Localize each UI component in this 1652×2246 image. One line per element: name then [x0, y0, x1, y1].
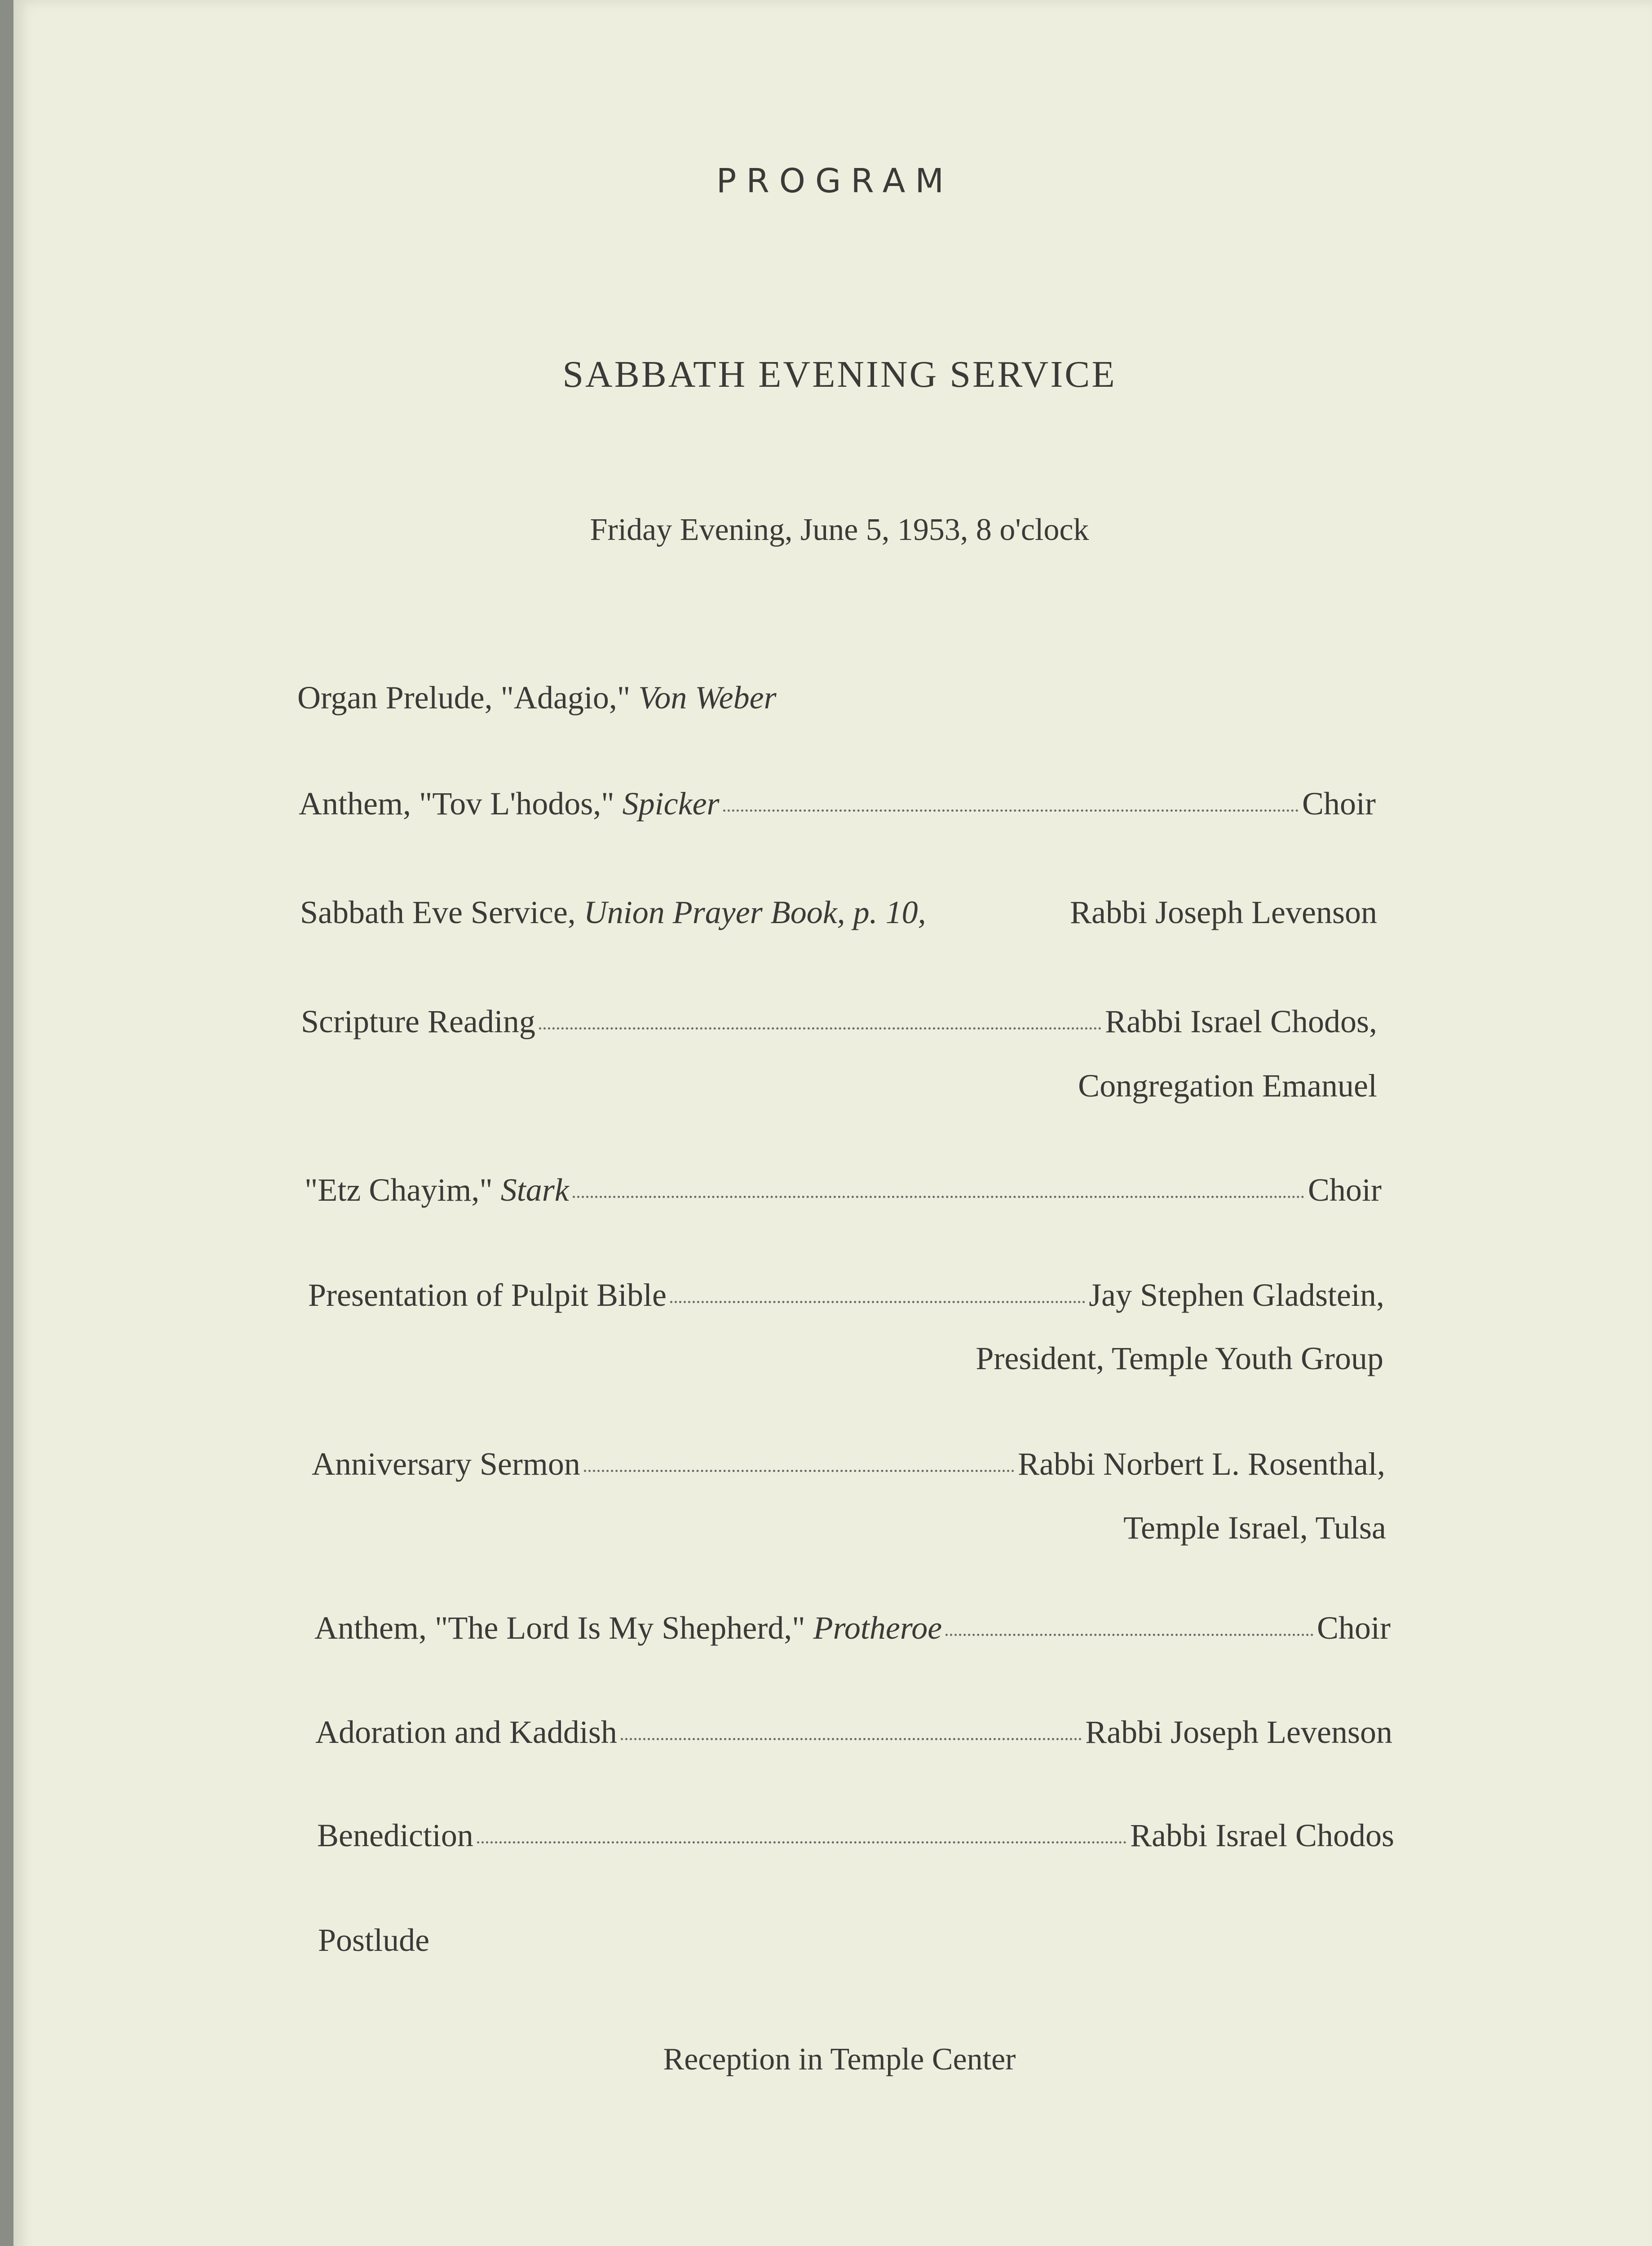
item-performer: Choir	[1302, 786, 1376, 822]
item-label: Anniversary Sermon	[312, 1446, 580, 1482]
item-performer-affiliation: President, Temple Youth Group	[976, 1340, 1383, 1376]
item-label: Postlude	[318, 1922, 430, 1958]
program-item-benediction	[317, 1817, 1394, 1854]
leader-dots	[723, 809, 1299, 812]
leader-dots	[573, 1196, 1304, 1198]
program-item-sabbath-eve-service	[300, 894, 1377, 931]
item-performer: Rabbi Israel Chodos	[1130, 1817, 1394, 1853]
program-item-postlude	[318, 1922, 429, 1959]
item-composer: Spicker	[622, 786, 720, 822]
item-performer: Jay Stephen Gladstein,	[1089, 1277, 1384, 1313]
item-performer-affiliation: Temple Israel, Tulsa	[1123, 1510, 1386, 1546]
leader-dots	[670, 1301, 1085, 1303]
leader-dots	[539, 1027, 1101, 1030]
program-item-anniversary-sermon	[312, 1446, 1385, 1483]
item-composer: Stark	[500, 1172, 569, 1208]
item-label: Presentation of Pulpit Bible	[308, 1277, 667, 1313]
item-label: Scripture Reading	[301, 1004, 535, 1039]
item-label: Anthem, "The Lord Is My Shepherd,"	[314, 1610, 813, 1646]
program-item-anthem-tov-lhodos	[299, 785, 1376, 822]
item-performer: Rabbi Joseph Levenson	[1085, 1714, 1392, 1750]
item-label: Sabbath Eve Service,	[300, 894, 584, 930]
item-label: Anthem, "Tov L'hodos,"	[299, 786, 623, 822]
item-performer: Choir	[1316, 1610, 1391, 1646]
item-performer-affiliation: Congregation Emanuel	[1078, 1068, 1377, 1104]
leader-dots	[584, 1470, 1014, 1472]
item-composer: Von Weber	[638, 680, 777, 716]
item-performer: Rabbi Joseph Levenson	[1070, 894, 1377, 930]
item-source: Union Prayer Book, p. 10,	[583, 894, 926, 930]
program-title: PROGRAM	[716, 162, 954, 200]
item-label: Organ Prelude, "Adagio,"	[297, 680, 639, 716]
program-item-organ-prelude	[297, 679, 777, 716]
leader-dots	[477, 1841, 1126, 1844]
item-label: Adoration and Kaddish	[315, 1714, 617, 1750]
item-performer: Rabbi Norbert L. Rosenthal,	[1018, 1446, 1385, 1482]
program-item-etz-chayim	[305, 1172, 1382, 1209]
program-item-adoration-kaddish	[315, 1714, 1392, 1751]
program-item-anthem-lord-shepherd	[314, 1609, 1391, 1647]
service-date: Friday Evening, June 5, 1953, 8 o'clock	[590, 513, 1089, 547]
leader-dots	[621, 1738, 1082, 1740]
item-label: "Etz Chayim,"	[305, 1172, 501, 1208]
program-item-presentation-pulpit-bible	[308, 1277, 1384, 1314]
service-title: SABBATH EVENING SERVICE	[562, 354, 1117, 395]
leader-dots	[945, 1634, 1313, 1636]
reception-note: Reception in Temple Center	[663, 2042, 1016, 2077]
item-label: Benediction	[317, 1817, 473, 1853]
program-item-scripture-reading	[301, 1003, 1377, 1040]
item-performer: Choir	[1307, 1172, 1382, 1208]
item-performer: Rabbi Israel Chodos,	[1105, 1004, 1377, 1039]
item-composer: Protheroe	[813, 1610, 942, 1646]
